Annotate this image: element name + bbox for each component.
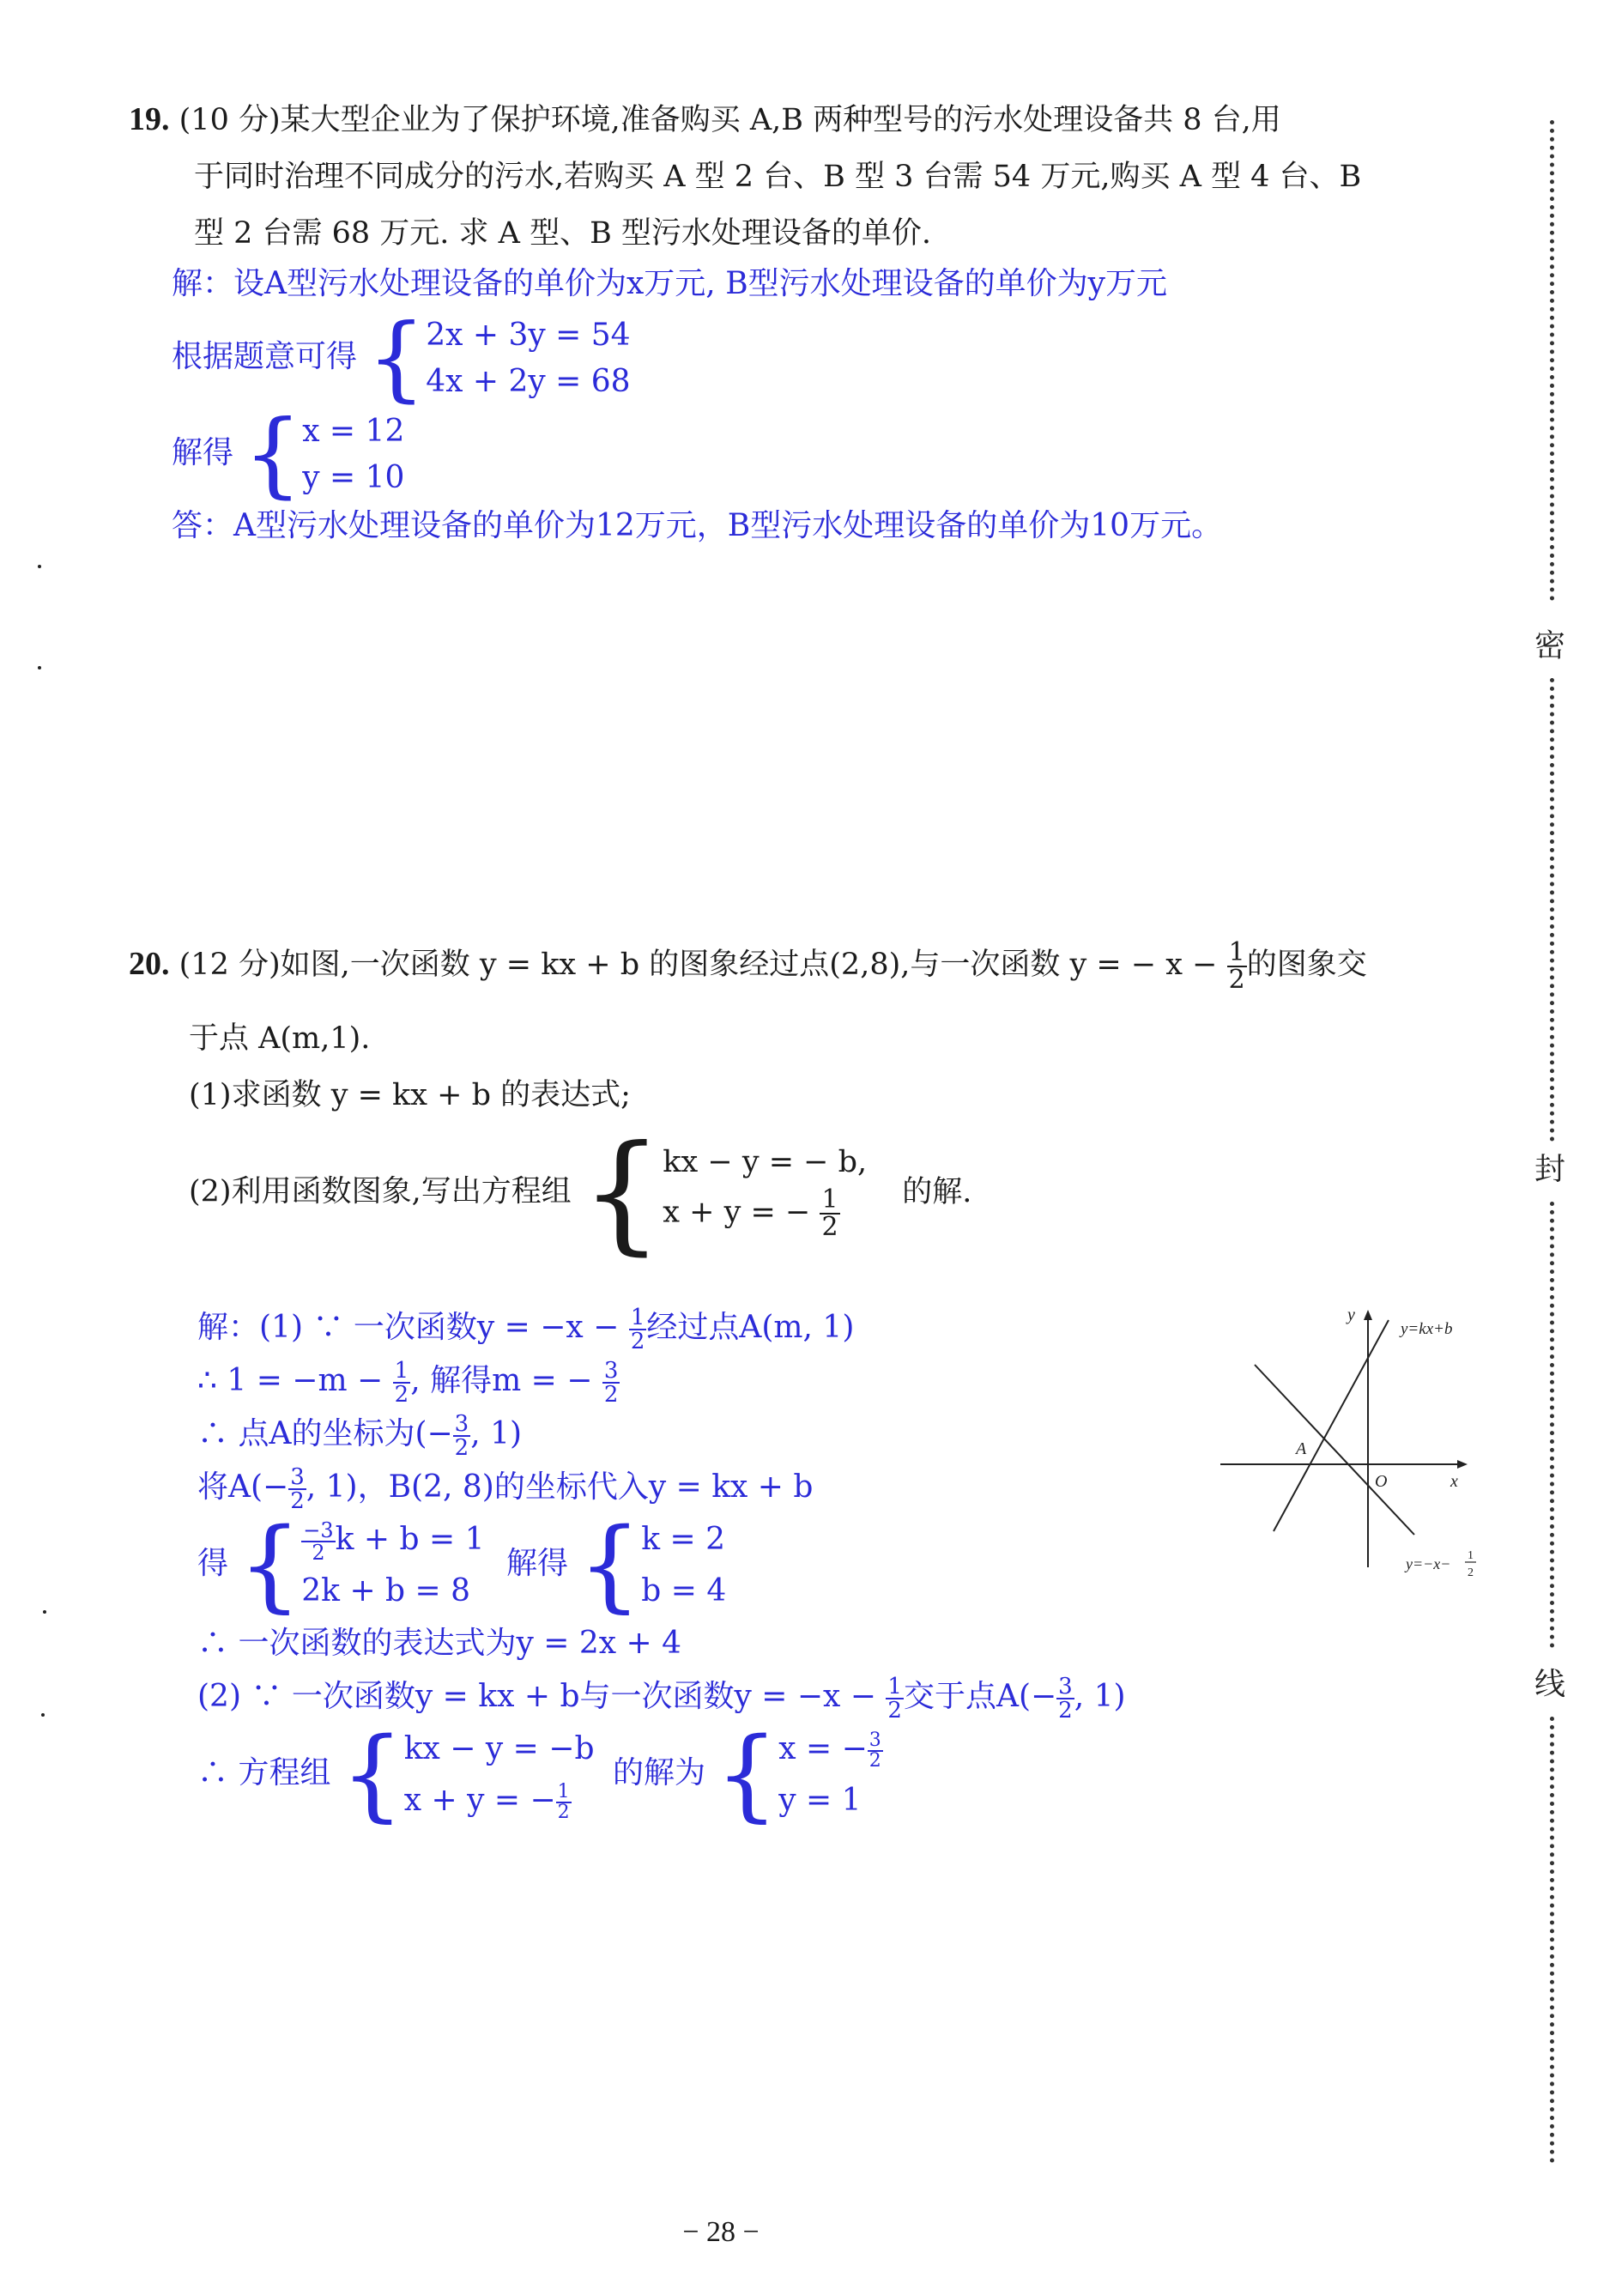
sol19-system — [172, 305, 1222, 412]
scan-mark — [38, 666, 41, 669]
half-frac — [629, 1306, 647, 1353]
scan-mark — [38, 565, 41, 568]
y-axis-label: y — [1347, 1306, 1355, 1324]
frac-num: 1 — [630, 1305, 645, 1330]
sol20-l8-r1: x = − — [778, 1731, 868, 1766]
sol20-line6: ∴ 一次函数的表达式为y = 2x + 4 — [197, 1626, 681, 1661]
scan-mark — [41, 1713, 45, 1717]
sol19-eq1: 2x + 3y = 54 — [426, 318, 631, 353]
sol20-line1 — [197, 1301, 1126, 1354]
three-halves-frac — [868, 1731, 883, 1771]
q20-part2-prefix: (2)利用函数图象,写出方程组 — [189, 1174, 572, 1209]
q20-text — [129, 936, 1367, 1268]
sol20-line2 — [197, 1354, 1126, 1408]
frac-den: 2 — [312, 1541, 325, 1565]
brace: { — [340, 1717, 404, 1833]
sol20-l2-b: , 解得m = − — [410, 1363, 593, 1398]
sol20-l8-eq2: x + y = − — [403, 1783, 556, 1818]
sol20-line3 — [197, 1408, 1126, 1461]
q19-text — [129, 91, 1361, 262]
sol20-line8 — [197, 1717, 1126, 1833]
q20-number: 20. — [129, 946, 170, 982]
seal-char-feng: 封 — [1534, 1152, 1566, 1187]
frac-num: 3 — [454, 1411, 469, 1437]
sol20-line4 — [197, 1461, 1126, 1514]
seal-char-xian: 线 — [1534, 1667, 1566, 1702]
frac-den: 2 — [603, 1382, 619, 1408]
frac-den: 2 — [821, 1212, 838, 1243]
x-axis-label: x — [1450, 1472, 1458, 1491]
q20-sys-eq1: kx − y = − b, — [663, 1144, 868, 1179]
frac-num: −3 — [303, 1518, 334, 1542]
sol20-l2-a: ∴ 1 = −m − — [197, 1363, 384, 1398]
q20-part1: (1)求函数 y = kx + b 的表达式; — [189, 1078, 631, 1112]
frac-num: 3 — [603, 1358, 619, 1384]
half-frac — [393, 1360, 411, 1406]
line-neg-x — [1255, 1365, 1414, 1535]
sol20-l1-b: 经过点A(m, 1) — [646, 1310, 855, 1345]
line2-label: y=−x− — [1406, 1555, 1451, 1572]
seal-dotted-line — [1550, 120, 1554, 601]
frac-den: 2 — [557, 1802, 570, 1823]
frac-num: 1 — [394, 1358, 409, 1384]
seal-dotted-line — [1550, 1717, 1554, 2163]
sol19-res2: y = 10 — [302, 460, 405, 495]
sol19-eq2: 4x + 2y = 68 — [426, 364, 631, 399]
sol19-res1: x = 12 — [302, 414, 405, 449]
brace: { — [243, 401, 303, 508]
q19-line1: (10 分)某大型企业为了保护环境,准备购买 A,B 两种型号的污水处理设备共 8 台,用 — [179, 103, 1281, 137]
sol20-l3-a: ∴ 点A的坐标为(− — [197, 1416, 453, 1451]
sol19-result-prefix: 解得 — [172, 435, 234, 470]
sol20-l7-b: 交于点A(− — [903, 1679, 1057, 1714]
q19-number: 19. — [129, 101, 170, 137]
sol20-l5-r1: k = 2 — [641, 1522, 726, 1557]
sol19-answer: 答：A型污水处理设备的单价为12万元，B型污水处理设备的单价为10万元。 — [172, 508, 1223, 543]
three-halves-frac — [453, 1413, 471, 1459]
frac-den: 2 — [868, 1750, 881, 1772]
sol20-line5 — [197, 1507, 1126, 1623]
neg-three-halves-frac — [301, 1520, 335, 1563]
frac-num: 1 — [887, 1674, 902, 1699]
seal-dotted-line — [1550, 678, 1554, 1142]
seal-char-mi: 密 — [1534, 628, 1566, 663]
function-graph — [1210, 1296, 1493, 1579]
frac-num: 1 — [821, 1184, 838, 1215]
frac-den: 2 — [1058, 1698, 1073, 1724]
half-frac — [556, 1783, 572, 1822]
sol20-l8-mid: 的解为 — [612, 1755, 705, 1790]
sol20-l7-c: , 1) — [1074, 1679, 1126, 1714]
sol20-l4-a: 将A(− — [197, 1469, 289, 1505]
sol20-l5-r2: b = 4 — [641, 1573, 727, 1608]
sol19 — [172, 259, 1222, 551]
sol19-line1: 解：设A型污水处理设备的单价为x万元, B型污水处理设备的单价为y万元 — [172, 266, 1167, 301]
sol19-result — [172, 401, 1222, 508]
brace: { — [715, 1717, 779, 1833]
frac-den: 2 — [290, 1488, 305, 1514]
seal-dotted-line — [1550, 1202, 1554, 1648]
brace: { — [578, 1507, 642, 1623]
page-number: − 28 − — [682, 2216, 760, 2248]
three-halves-frac — [602, 1360, 620, 1406]
three-halves-frac — [1056, 1675, 1074, 1722]
brace: { — [580, 1118, 663, 1268]
sol20 — [197, 1301, 1126, 1833]
sol20-l5-eq1: k + b = 1 — [335, 1522, 485, 1557]
sol20-l5-prefix: 得 — [197, 1546, 229, 1581]
brace: { — [366, 305, 427, 412]
sol20-l5-eq2: 2k + b = 8 — [301, 1573, 471, 1608]
sol20-line7 — [197, 1670, 1126, 1724]
q20-line1-a: (12 分)如图,一次函数 y = kx + b 的图象经过点(2,8),与一次函数 y = − x − — [179, 948, 1218, 982]
brace: { — [238, 1507, 302, 1623]
q19-line3: 型 2 台需 68 万元. 求 A 型、B 型污水处理设备的单价. — [194, 216, 932, 251]
sol19-system-prefix: 根据题意可得 — [172, 339, 358, 374]
line2-label-den: 2 — [1468, 1566, 1474, 1579]
line1-label: y=kx+b — [1401, 1320, 1453, 1338]
sol20-l7-a: (2) ∵ 一次函数y = kx + b与一次函数y = −x − — [197, 1679, 876, 1714]
sol20-l5-mid: 解得 — [506, 1546, 569, 1581]
q20-sys-frac — [820, 1184, 839, 1243]
q20-line2: 于点 A(m,1). — [189, 1021, 371, 1056]
frac-den: 2 — [1228, 964, 1245, 995]
frac-den: 2 — [630, 1329, 645, 1354]
frac-den: 2 — [394, 1382, 409, 1408]
x-axis-arrow — [1457, 1460, 1468, 1469]
frac-den: 2 — [454, 1435, 469, 1461]
origin-label: O — [1375, 1472, 1388, 1491]
q20-part2 — [129, 1118, 1367, 1268]
y-axis-arrow — [1364, 1310, 1372, 1320]
q20-line1-b: 的图象交 — [1246, 948, 1367, 982]
scan-mark — [43, 1610, 46, 1614]
frac-num: 3 — [868, 1730, 881, 1751]
q20-sys-eq2: x + y = − — [663, 1195, 811, 1230]
sol20-l3-b: , 1) — [470, 1416, 523, 1451]
frac-num: 1 — [1228, 936, 1245, 967]
q20-frac — [1227, 936, 1247, 995]
frac-num: 3 — [1058, 1674, 1073, 1699]
q19-line2: 于同时治理不同成分的污水,若购买 A 型 2 台、B 型 3 台需 54 万元,购买 A 型 4 台、B — [194, 160, 1362, 194]
frac-den: 2 — [887, 1698, 902, 1724]
half-frac — [886, 1675, 904, 1722]
sol20-l8-eq1: kx − y = −b — [403, 1731, 595, 1766]
sol20-l1-a: 解：(1) ∵ 一次函数y = −x − — [197, 1310, 620, 1345]
sol20-l4-b: , 1)，B(2, 8)的坐标代入y = kx + b — [306, 1469, 814, 1505]
point-a-label: A — [1296, 1439, 1307, 1458]
sol20-l8-r2: y = 1 — [778, 1783, 862, 1818]
frac-num: 3 — [290, 1464, 305, 1490]
line2-label-num: 1 — [1468, 1549, 1474, 1562]
three-halves-frac — [288, 1466, 306, 1512]
line-kx-b — [1274, 1320, 1389, 1531]
q20-part2-suffix: 的解. — [902, 1174, 972, 1209]
frac-num: 1 — [557, 1781, 570, 1802]
sol20-l8-prefix: ∴ 方程组 — [197, 1755, 331, 1790]
